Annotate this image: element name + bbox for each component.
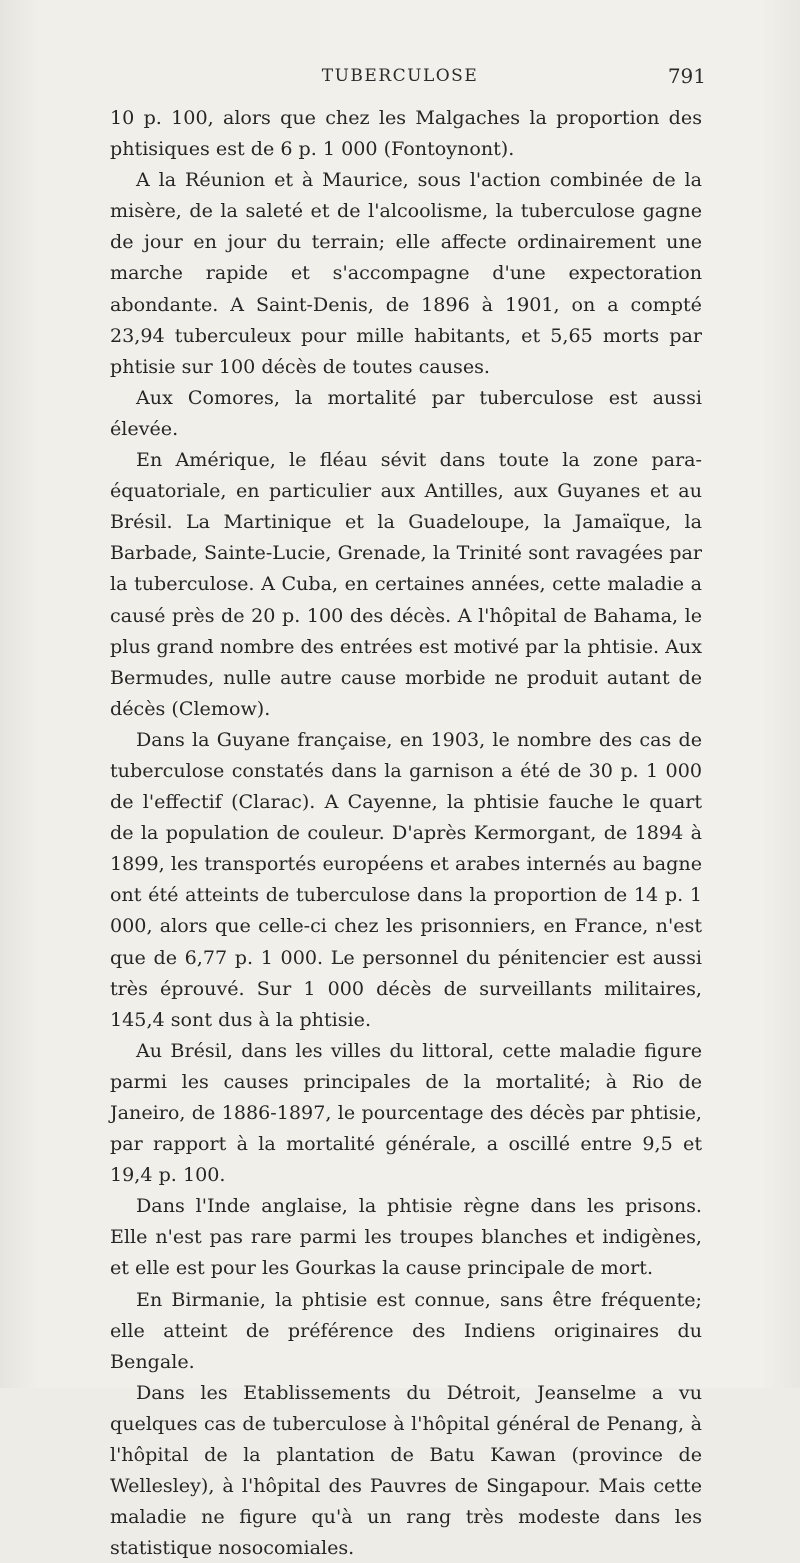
paragraph: Dans la Guyane française, en 1903, le nombre des cas de tuberculose constatés dans la garnison a été de 30 p. 1 000 de l'effectif (Clarac). A Cayenne, la phtisie fauche le quart de la population de couleur. D'après Kermorgant, de 1894 à 1899, les transportés européens et arabes internés au bagne ont été atteints de tuberculose dans la proportion de 14 p. 1 000, alors que celle-ci chez les prisonniers, en France, n'est que de 6,77 p. 1 000. Le personnel du pénitencier est aussi très éprouvé. Sur 1 000 décès de surveillants militaires, 145,4 sont dus à la phtisie.	[110, 727, 702, 1031]
running-title: TUBERCULOSE	[321, 66, 479, 86]
paragraph: Au Brésil, dans les villes du littoral, cette maladie figure parmi les causes principales de la mortalité; à Rio de Janeiro, de 1886-1897, le pourcentage des décès par phtisie, par rapport à la mortalité générale, a oscillé entre 9,5 et 19,4 p. 100.	[110, 1038, 702, 1187]
paragraph: En Amérique, le fléau sévit dans toute la zone para-équatoriale, en particulier aux Antilles, aux Guyanes et au Brésil. La Martinique et la Guadeloupe, la Jamaïque, la Barbade, Sainte-Lucie, Grenade, la Trinité sont ravagées par la tuberculose. A Cuba, en certaines années, cette maladie a causé près de 20 p. 100 des décès. A l'hôpital de Bahama, le plus grand nombre des entrées est motivé par la phtisie. Aux Bermudes, nulle autre cause morbide ne produit autant de décès (Clemow).	[110, 448, 702, 720]
body-text	[110, 102, 702, 1563]
paragraph: A la Réunion et à Maurice, sous l'action combinée de la misère, de la saleté et de l'alcoolisme, la tuberculose gagne de jour en jour du terrain; elle affecte ordinairement une marche rapide et s'accompagne d'une expectoration abondante. A Saint-Denis, de 1896 à 1901, on a compté 23,94 tuberculeux pour mille habitants, et 5,65 morts par phtisie sur 100 décès de toutes causes.	[110, 168, 702, 378]
paragraph: Aux Comores, la mortalité par tuberculose est aussi élevée.	[110, 385, 702, 440]
paragraph: Dans l'Inde anglaise, la phtisie règne dans les prisons. Elle n'est pas rare parmi les troupes blanches et indigènes, et elle est pour les Gourkas la cause principale de mort.	[110, 1194, 702, 1280]
paragraph: En Birmanie, la phtisie est connue, sans être fréquente; elle atteint de préférence des Indiens originaires du Bengale.	[110, 1287, 702, 1373]
paragraph: Dans les Etablissements du Détroit, Jeanselme a vu quelques cas de tuberculose à l'hôpital général de Penang, à l'hôpital de la plantation de Batu Kawan (province de Wellesley), à l'hôpital des Pauvres de Singapour. Mais cette maladie ne figure qu'à un rang très modeste dans les statistique nosocomiales.	[110, 1380, 702, 1560]
page-header	[110, 64, 706, 90]
paragraph: 10 p. 100, alors que chez les Malgaches la proportion des phtisiques est de 6 p. 1 000 (Fontoynont).	[110, 106, 702, 161]
page-number: 791	[667, 64, 706, 88]
